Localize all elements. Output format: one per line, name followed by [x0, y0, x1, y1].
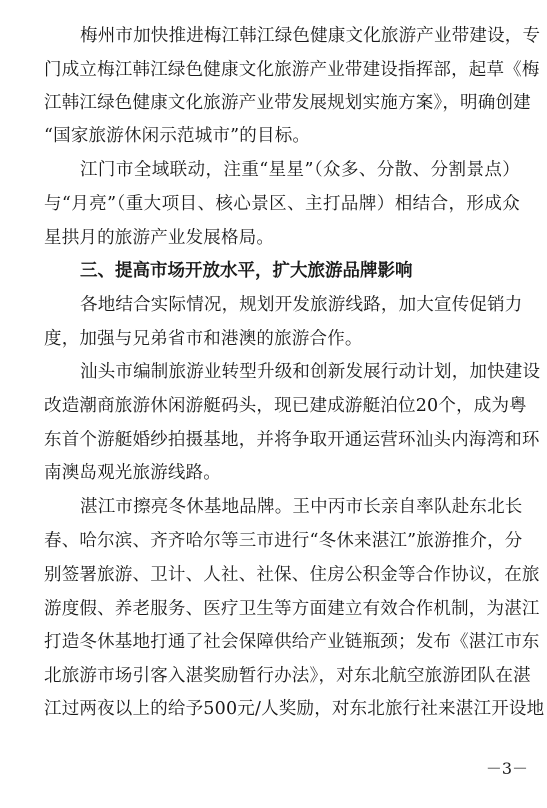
text-line: 江过两夜以上的给予500元/人奖励，对东北旅行社来湛江开设地	[44, 699, 545, 719]
text-line: 湛江市擦亮冬休基地品牌。王中丙市长亲自率队赴东北长	[80, 497, 523, 517]
text-line: 江韩江绿色健康文化旅游产业带发展规划实施方案》，明确创建	[44, 93, 531, 113]
text-line: “国家旅游休闲示范城市”的目标。	[44, 126, 311, 146]
text-line: 门成立梅江韩江绿色健康文化旅游产业带建设指挥部，起草《梅	[44, 60, 540, 80]
text-line: 春、哈尔滨、齐齐哈尔等三市进行“冬休来湛江”旅游推介，分	[44, 531, 523, 551]
text-line: 改造潮商旅游休闲游艇码头，现已建成游艇泊位20个，成为粤	[44, 396, 527, 416]
section-heading: 三、提高市场开放水平，扩大旅游品牌影响	[80, 261, 413, 281]
page-number: －3－	[485, 759, 528, 778]
text-line: 梅州市加快推进梅江韩江绿色健康文化旅游产业带建设，专	[80, 26, 541, 46]
text-line: 东首个游艇婚纱拍摄基地，并将争取开通运营环汕头内海湾和环	[44, 430, 540, 450]
text-line: 各地结合实际情况，规划开发旅游线路，加大宣传促销力	[80, 295, 523, 315]
text-line: 别签署旅游、卫计、人社、社保、住房公积金等合作协议，在旅	[44, 565, 540, 585]
text-line: 星拱月的旅游产业发展格局。	[44, 228, 275, 248]
text-line: 汕头市编制旅游业转型升级和创新发展行动计划，加快建设	[80, 362, 541, 382]
text-line: 北旅游市场引客入湛奖励暂行办法》，对东北航空旅游团队在湛	[44, 666, 531, 686]
text-line: 度，加强与兄弟省市和港澳的旅游合作。	[44, 329, 363, 349]
text-line: 与“月亮”（重大项目、核心景区、主打品牌）相结合，形成众	[44, 194, 520, 214]
text-line: 打造冬休基地打通了社会保障供给产业链瓶颈；发布《湛江市东	[44, 632, 540, 652]
text-line: 南澳岛观光旅游线路。	[44, 463, 221, 483]
text-line: 游度假、养老服务、医疗卫生等方面建立有效合作机制，为湛江	[44, 599, 540, 619]
text-line: 江门市全域联动，注重“星星”（众多、分散、分割景点）	[80, 160, 520, 180]
